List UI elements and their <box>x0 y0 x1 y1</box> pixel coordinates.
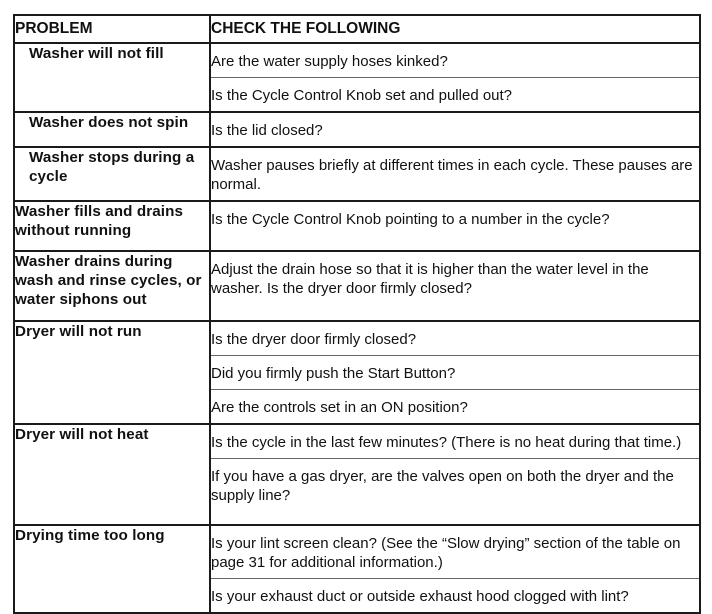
check-item: Did you firmly push the Start Button? <box>211 355 699 389</box>
check-item: Is the lid closed? <box>211 122 323 139</box>
problem-cell: Washer drains during wash and rinse cycles, or water siphons out <box>14 251 210 321</box>
problem-cell: Washer will not fill <box>14 43 210 112</box>
table-row <box>14 201 700 251</box>
check-item: Is the cycle in the last few minutes? (There is no heat during that time.) <box>211 434 682 451</box>
checks-cell <box>210 321 700 424</box>
problem-cell: Washer stops during a cycle <box>14 147 210 201</box>
table-row <box>14 321 700 424</box>
table-row <box>14 112 700 147</box>
check-item: Washer pauses briefly at different times in each cycle. These pauses are normal. <box>211 157 693 193</box>
table-row <box>14 147 700 201</box>
problem-cell: Washer does not spin <box>14 112 210 147</box>
troubleshooting-table <box>13 14 701 614</box>
problem-cell: Drying time too long <box>14 525 210 613</box>
checks-cell <box>210 201 700 251</box>
header-problem: PROBLEM <box>14 15 210 43</box>
check-item: Is your exhaust duct or outside exhaust hood clogged with lint? <box>211 578 699 612</box>
checks-cell <box>210 147 700 201</box>
table-row <box>14 251 700 321</box>
problem-cell: Dryer will not run <box>14 321 210 424</box>
check-item: Are the water supply hoses kinked? <box>211 53 448 70</box>
checks-cell <box>210 43 700 112</box>
problem-cell: Washer fills and drains without running <box>14 201 210 251</box>
check-item: If you have a gas dryer, are the valves open on both the dryer and the supply line? <box>211 458 699 511</box>
check-item: Is the dryer door firmly closed? <box>211 331 417 348</box>
check-item: Is your lint screen clean? (See the “Slow drying” section of the table on page 31 for additional information.) <box>211 535 681 571</box>
check-item: Adjust the drain hose so that it is higher than the water level in the washer. Is the dryer door firmly closed? <box>211 261 649 297</box>
table-row <box>14 43 700 112</box>
checks-cell <box>210 251 700 321</box>
header-check: CHECK THE FOLLOWING <box>210 15 700 43</box>
check-item: Are the controls set in an ON position? <box>211 389 699 423</box>
check-item: Is the Cycle Control Knob pointing to a number in the cycle? <box>211 211 610 228</box>
header-row <box>14 15 700 43</box>
checks-cell <box>210 112 700 147</box>
checks-cell <box>210 424 700 525</box>
check-item: Is the Cycle Control Knob set and pulled out? <box>211 77 699 111</box>
table-row <box>14 525 700 613</box>
problem-cell: Dryer will not heat <box>14 424 210 525</box>
table-row <box>14 424 700 525</box>
checks-cell <box>210 525 700 613</box>
